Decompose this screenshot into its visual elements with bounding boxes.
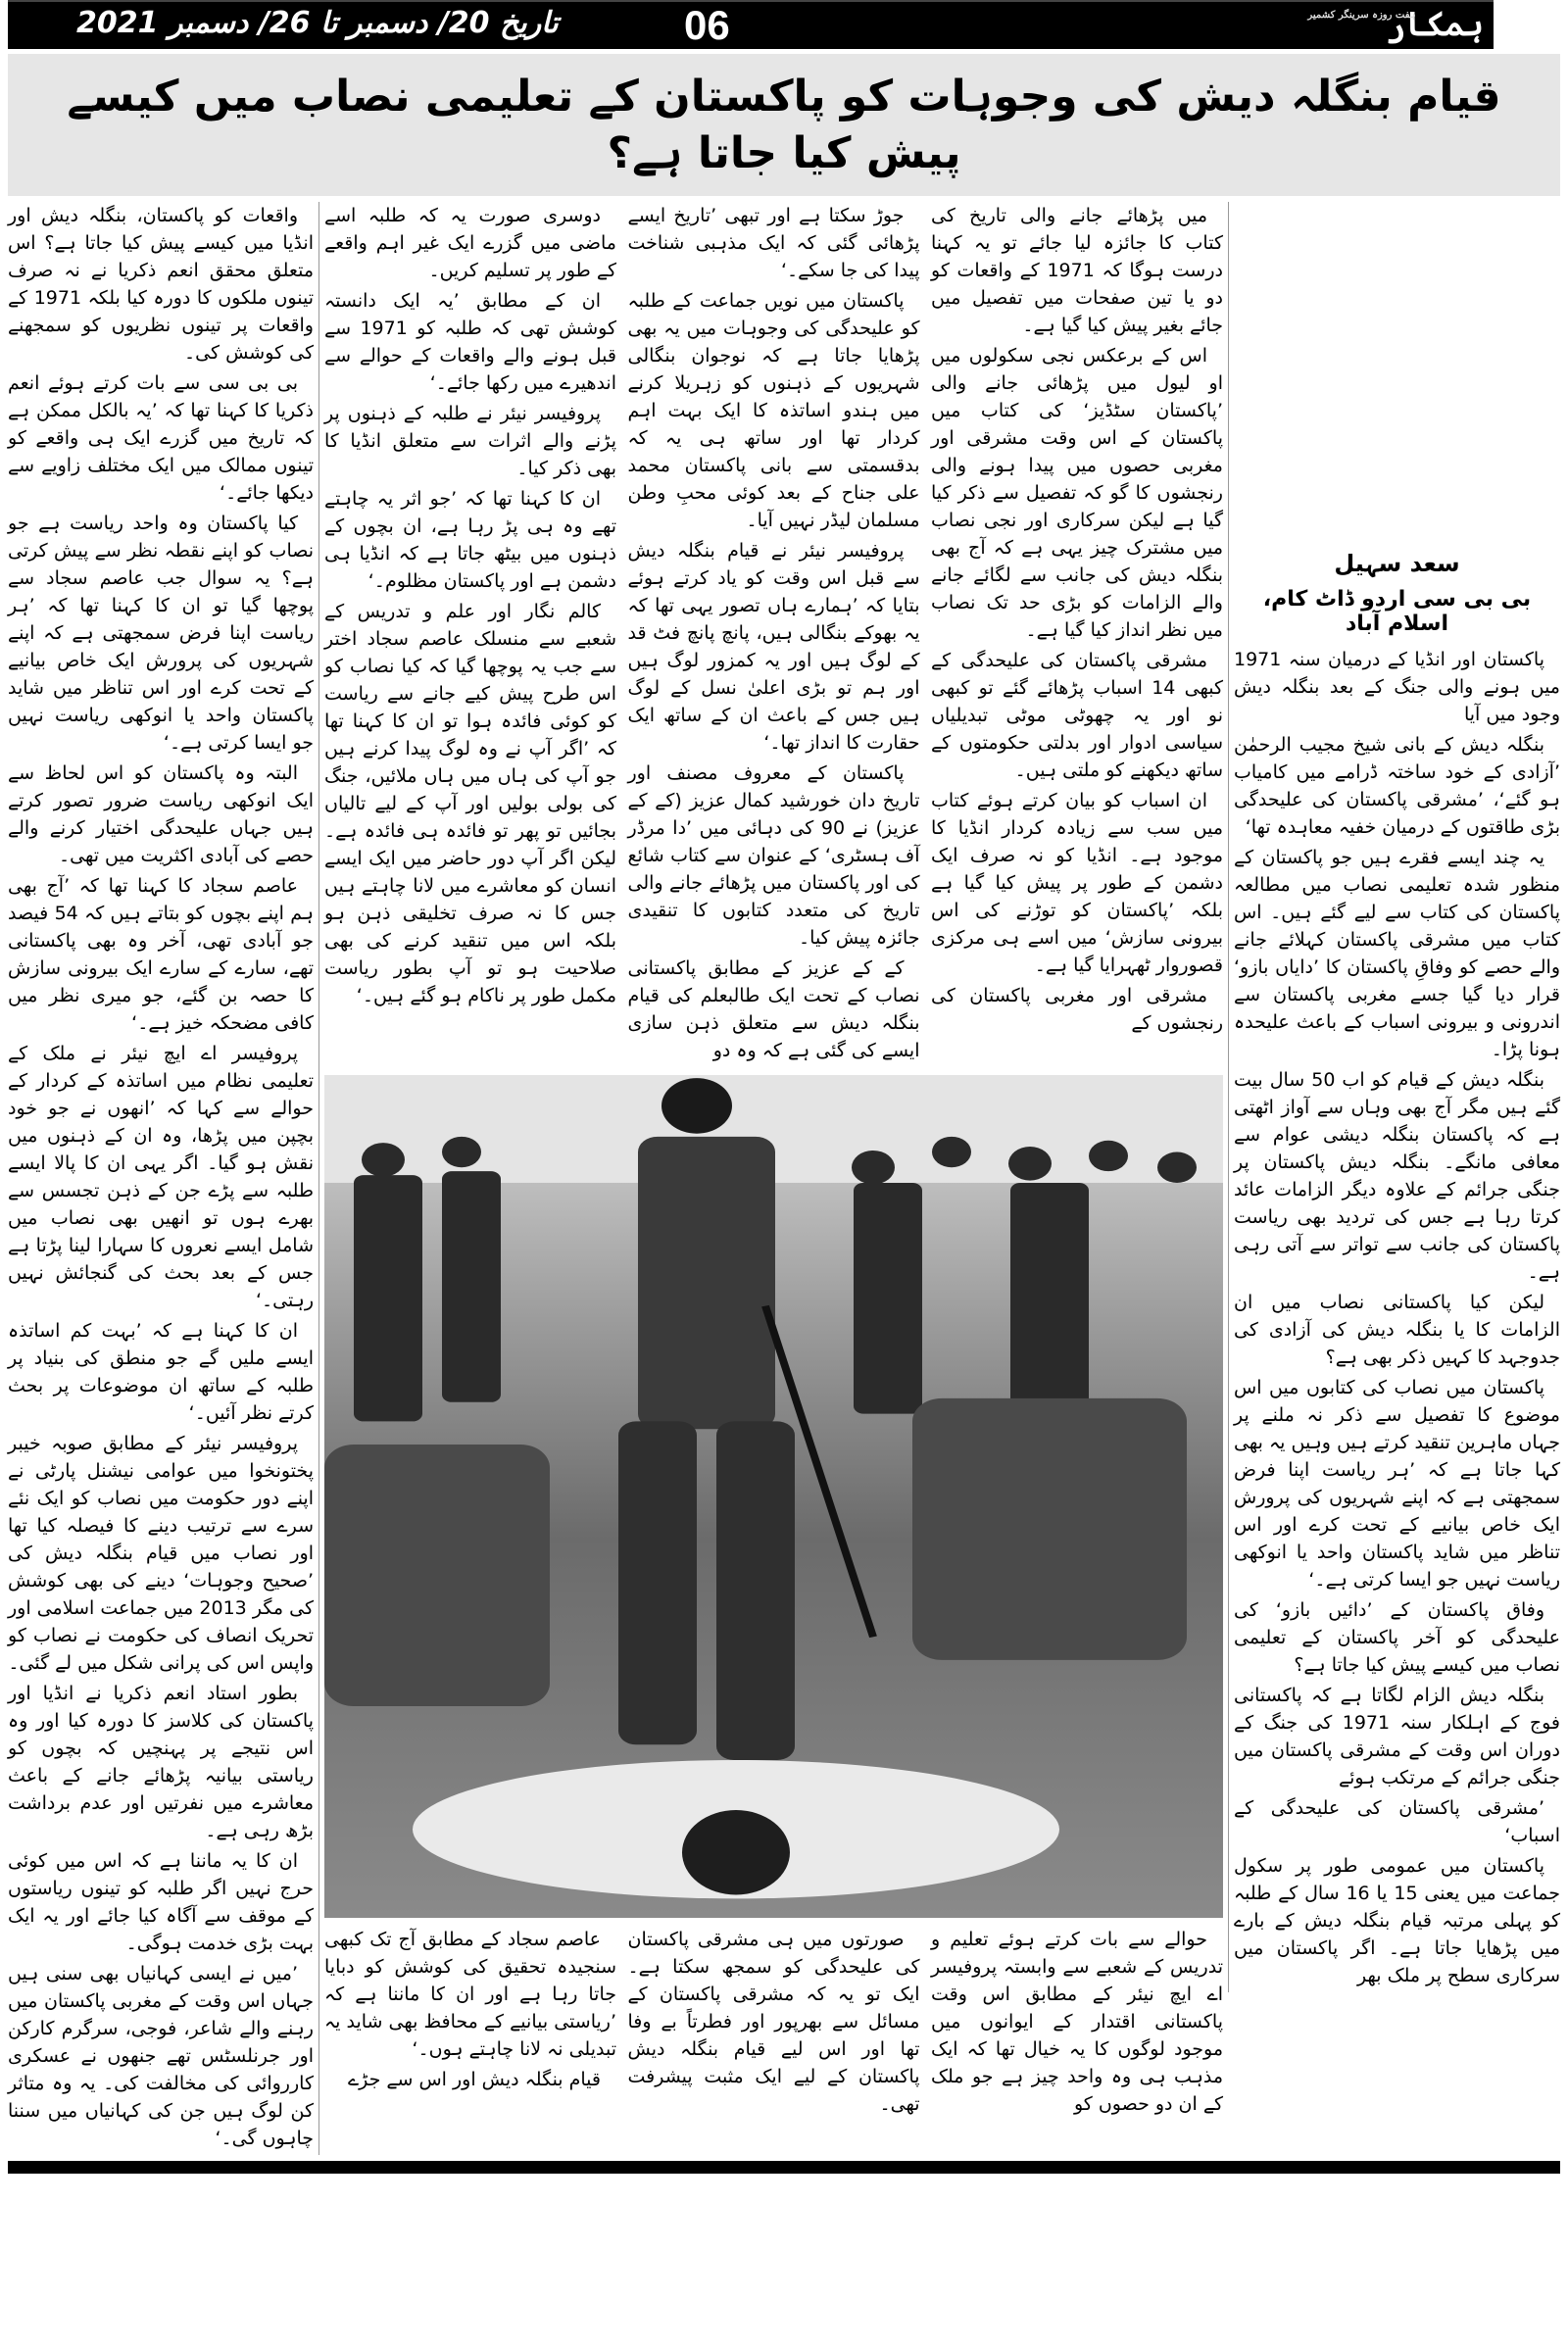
article-paragraph: بی بی سی سے بات کرتے ہوئے انعم ذکریا کا کہنا تھا کہ ’یہ بالکل ممکن ہے کہ تاریخ میں گزرے ایک ہی واقعے کو تینوں ممالک میں ایک مختلف زاویے سے دیکھا جائے۔‘	[8, 372, 314, 504]
article-paragraph: ’میں نے ایسی کہانیاں بھی سنی ہیں جہاں اس وقت کے مغربی پاکستان میں رہنے والے شاعر، فوجی، سرگرم کارکن اور جرنلسٹس تھے جنھوں نے عسکری کارروائی کی مخالفت کی۔ یہ وہ متاثر کن لوگ ہیں جن کی کہانیاں میں سننا چاہوں گی۔‘	[8, 1963, 314, 2149]
article-paragraph: ان کے مطابق ’یہ ایک دانستہ کوشش تھی کہ طلبہ کو 1971 سے قبل ہونے والے واقعات کے حوالے سے اندھیرے میں رکھا جائے۔‘	[324, 290, 616, 394]
headline: قیام بنگلہ دیش کی وجوہات کو پاکستان کے تعلیمی نصاب میں کیسے پیش کیا جاتا ہے؟	[67, 72, 1501, 178]
page-bottom-rule	[8, 2161, 1560, 2174]
article-paragraph: لیکن کیا پاکستانی نصاب میں ان الزامات کا یا بنگلہ دیش کی آزادی کی جدوجہد کا کہیں ذکر بھی ہے؟	[1234, 1292, 1560, 1368]
article-paragraph: کیا پاکستان وہ واحد ریاست ہے جو نصاب کو اپنے نقطہ نظر سے پیش کرتی ہے؟ یہ سوال جب عاصم سجاد سے پوچھا گیا تو ان کا کہنا تھا کہ ’ہر ریاست اپنا فرض سمجھتی ہے کہ اپنے شہریوں کی پرورش ایک خاص بیانیے کے تحت کرے اور اس تناظر میں شاید پاکستان واحد یا انوکھی ریاست نہیں جو ایسا کرتی ہے۔‘	[8, 513, 314, 754]
column-4	[324, 202, 616, 1012]
column-3-bottom	[628, 1926, 920, 2121]
article-paragraph: البتہ وہ پاکستان کو اس لحاظ سے ایک انوکھی ریاست ضرور تصور کرتے ہیں جہاں علیحدگی اختیار کرنے والے حصے کی آبادی اکثریت میں تھی۔	[8, 762, 314, 866]
article-paragraph: ان کا کہنا تھا کہ ’جو اثر یہ چاہتے تھے وہ ہی پڑ رہا ہے، ان بچوں کے ذہنوں میں بیٹھ جاتا ہے کہ انڈیا ہی دشمن ہے اور پاکستان مظلوم۔‘	[324, 488, 616, 592]
article-paragraph: کے کے عزیز کے مطابق پاکستانی نصاب کے تحت ایک طالبعلم کی قیام بنگلہ دیش سے متعلق ذہن سازی ایسے کی گئی ہے کہ وہ دو	[627, 957, 920, 1061]
article-paragraph: صورتوں میں ہی مشرقی پاکستان کی علیحدگی کو سمجھ سکتا ہے۔ ایک تو یہ کہ مشرقی پاکستان کے مسائل سے بھرپور اور فطرتاً بے وفا تھا اور اس لیے قیام بنگلہ دیش پاکستان کے لیے ایک مثبت پیشرفت تھی۔	[627, 1929, 920, 2115]
article-paragraph: بنگلہ دیش کے قیام کو اب 50 سال بیت گئے ہیں مگر آج بھی وہاں سے آواز اٹھتی ہے کہ پاکستان بنگلہ دیشی عوام سے معافی مانگے۔ بنگلہ دیش پاکستان پر جنگی جرائم کے علاوہ دیگر الزامات عائد کرتا رہا ہے جس کی تردید بھی ریاست پاکستان کی جانب سے تواتر سے آتی رہی ہے۔	[1234, 1069, 1560, 1283]
newspaper-logo	[1307, 4, 1484, 44]
article-paragraph: ان اسباب کو بیان کرتے ہوئے کتاب میں سب سے زیادہ کردار انڈیا کا موجود ہے۔ انڈیا کو نہ صرف ایک دشمن کے طور پر پیش کیا گیا ہے بلکہ ’پاکستان کو توڑنے کی اس بیرونی سازش‘ میں اسے ہی مرکزی قصوروار ٹھہرایا گیا ہے۔	[931, 790, 1223, 976]
page-number: 06	[684, 2, 730, 48]
article-paragraph: مشرقی اور مغربی پاکستان کی رنجشوں کے	[931, 985, 1223, 1034]
article-body	[8, 202, 1560, 2155]
byline-source: بی بی سی اردو ڈاٹ کام، اسلام آباد	[1262, 587, 1532, 636]
article-paragraph: پروفیسر نیئر کے مطابق صوبہ خیبر پختونخوا میں عوامی نیشنل پارٹی نے اپنے دور حکومت میں نصاب کو ایک نئے سرے سے ترتیب دینے کا فیصلہ کیا تھا اور نصاب میں قیام بنگلہ دیش کی ’صحیح وجوہات‘ دینے کی بھی کوشش کی مگر 2013 میں جماعت اسلامی اور تحریک انصاف کی حکومت نے نصاب کو واپس اس کی پرانی شکل میں لے گئی۔	[8, 1433, 314, 1674]
article-paragraph: بنگلہ دیش کے بانی شیخ مجیب الرحمٰن ’آزادی کے خود ساختہ ڈرامے میں کامیاب ہو گئے‘، ’مشرقی پاکستان کی علیحدگی بڑی طاقتوں کے درمیان خفیہ معاہدہ تھا‘	[1234, 734, 1560, 838]
article-paragraph: پروفیسر نیئر نے طلبہ کے ذہنوں پر پڑنے والے اثرات سے متعلق انڈیا کا بھی ذکر کیا۔	[324, 403, 616, 479]
article-paragraph: پروفیسر نیئر نے قیام بنگلہ دیش سے قبل اس وقت کو یاد کرتے ہوئے بتایا کہ ’ہمارے ہاں تصور یہی تھا کہ یہ بھوکے بنگالی ہیں، پانچ پانچ فٹ قد کے لوگ ہیں اور یہ کمزور لوگ ہیں اور ہم تو بڑی اعلیٰ نسل کے لوگ ہیں جس کے باعث ان کے ساتھ ایک حقارت کا انداز تھا۔‘	[627, 540, 920, 754]
article-paragraph: وفاق پاکستان کے ’دائیں بازو‘ کی علیحدگی کو آخر پاکستان کے تعلیمی نصاب میں کیسے پیش کیا جاتا ہے؟	[1234, 1599, 1560, 1676]
middle-area	[324, 202, 1223, 2121]
article-paragraph: بنگلہ دیش الزام لگاتا ہے کہ پاکستانی فوج کے اہلکار سنہ 1971 کی جنگ کے دوران اس وقت کے مشرقی پاکستان میں جنگی جرائم کے مرتکب ہوئے	[1234, 1685, 1560, 1788]
column-2	[931, 202, 1223, 1040]
article-paragraph: عاصم سجاد کے مطابق آج تک کبھی سنجیدہ تحقیق کی کوشش کو دبایا جاتا رہا ہے اور ان کا ماننا ہے کہ ’ریاستی بیانیے کے محافظ بھی شاید یہ تبدیلی نہ لانا چاہتے ہوں۔‘	[324, 1929, 616, 2060]
column-4-bottom	[324, 1926, 616, 2096]
column-5	[8, 202, 314, 2152]
article-paragraph: کالم نگار اور علم و تدریس کے شعبے سے منسلک عاصم سجاد اختر سے جب یہ پوچھا گیا کہ کیا نصاب کو اس طرح پیش کیے جانے سے ریاست کو کوئی فائدہ ہوا تو ان کا کہنا تھا کہ ’اگر آپ نے وہ لوگ پیدا کرنے ہیں جو آپ کی ہاں میں ہاں ملائیں، جنگ کی بولی بولیں اور آپ کے لیے تالیاں بجائیں تو پھر تو فائدہ ہی فائدہ ہے۔ لیکن اگر آپ دور حاضر میں ایک ایسے انسان کو معاشرے میں لانا چاہتے ہیں جس کا نہ صرف تخلیقی ذہن ہو بلکہ اس میں تنقید کرنے کی بھی صلاحیت ہو تو آپ بطور ریاست مکمل طور پر ناکام ہو گئے ہیں۔‘	[324, 601, 616, 1006]
right-column-area	[1228, 202, 1560, 1992]
article-paragraph: جوڑ سکتا ہے اور تبھی ’تاریخ ایسے پڑھائی گئی کہ ایک مذہبی شناخت پیدا کی جا سکے۔‘	[627, 205, 920, 281]
news-photo	[324, 1075, 1223, 1918]
column-3	[628, 202, 920, 1067]
article-paragraph: قیام بنگلہ دیش اور اس سے جڑے	[347, 2069, 601, 2090]
issue-date: تاریخ 20/ دسمبر تا 26/ دسمبر 2021	[76, 6, 559, 40]
article-paragraph: پروفیسر اے ایچ نیئر نے ملک کے تعلیمی نظام میں اساتذہ کے کردار کے حوالے سے کہا کہ ’انھوں نے جو خود بچپن میں پڑھا، وہ ان کے ذہنوں میں نقش ہو گیا۔ اگر یہی ان کا پالا ایسے طلبہ سے پڑے جن کے ذہن تجسس سے بھرے ہوں تو انھیں بھی نصاب میں شامل ایسے نعروں کا سہارا لینا پڑتا ہے جس کے بعد بحث کی گنجائش نہیں رہتی۔‘	[8, 1043, 314, 1311]
article-paragraph: میں پڑھائے جانے والی تاریخ کی کتاب کا جائزہ لیا جائے تو یہ کہنا درست ہوگا کہ 1971 کے واقعات کو دو یا تین صفحات میں تفصیل میں جائے بغیر پیش کیا گیا ہے۔	[931, 205, 1223, 336]
article-paragraph: واقعات کو پاکستان، بنگلہ دیش اور انڈیا میں کیسے پیش کیا جاتا ہے؟ اس متعلق محقق انعم ذکریا نے نہ صرف تینوں ملکوں کا دورہ کیا بلکہ 1971 کے واقعات پر تینوں نظریوں کو سمجھنے کی کوشش کی۔	[8, 205, 314, 364]
column-1	[1234, 646, 1560, 1989]
article-paragraph: اس کے برعکس نجی سکولوں میں او لیول میں پڑھائی جانے والی ’پاکستان سٹڈیز‘ کی کتاب میں پاکستان کے اس وقت مشرقی اور مغربی حصوں میں پیدا ہونے والی رنجشوں کا گو کہ تفصیل سے ذکر کیا گیا ہے لیکن سرکاری اور نجی نصاب میں مشترک چیز یہی ہے کہ آج بھی بنگلہ دیش کی جانب سے لگائے جانے والے الزامات کو بڑی حد تک نصاب میں نظر انداز کیا گیا ہے۔	[931, 345, 1223, 641]
article-paragraph: ’مشرقی پاکستان کی علیحدگی کے اسباب‘	[1234, 1797, 1560, 1846]
byline	[1234, 550, 1560, 636]
logo-text: ہمکار	[1386, 5, 1484, 44]
article-paragraph: پاکستان کے معروف مصنف اور تاریخ دان خورشید کمال عزیز (کے کے عزیز) نے 90 کی دہائی میں ’دا مرڈر آف ہسٹری‘ کے عنوان سے کتاب شائع کی اور پاکستان میں پڑھائے جانے والی تاریخ کی متعدد کتابوں کا تنقیدی جائزہ پیش کیا۔	[627, 762, 920, 949]
article-paragraph: پاکستان اور انڈیا کے درمیان سنہ 1971 میں ہونے والی جنگ کے بعد بنگلہ دیش وجود میں آیا	[1234, 649, 1560, 725]
top-columns	[324, 202, 1223, 1067]
headline-band	[8, 54, 1560, 196]
article-paragraph: یہ چند ایسے فقرے ہیں جو پاکستان کے منظور شدہ تعلیمی نصاب میں مطالعہ پاکستان کی کتاب سے لیے گئے ہیں۔ اس کتاب میں مشرقی پاکستان کہلائے جانے والے حصے کو وفاقِ پاکستان کا ’دایاں بازو‘ قرار دیا گیا جسے مغربی پاکستان سے اندرونی و بیرونی اسباب کے باعث علیحدہ ہونا پڑا۔	[1234, 847, 1560, 1060]
article-paragraph: بطور استاد انعم ذکریا نے انڈیا اور پاکستان کی کلاسز کا دورہ کیا اور وہ اس نتیجے پر پہنچیں کہ بچوں کو ریاستی بیانیہ پڑھائے جانے کے باعث معاشرے میں نفرتیں اور عدم برداشت بڑھ رہی ہے۔	[8, 1683, 314, 1841]
article-paragraph: ان کا یہ ماننا ہے کہ اس میں کوئی حرج نہیں اگر طلبہ کو تینوں ریاستوں کے موقف سے آگاہ کیا جائے اور یہ ایک بہت بڑی خدمت ہوگی۔	[8, 1850, 314, 1954]
article-paragraph: پاکستان میں نصاب کی کتابوں میں اس موضوع کا تفصیل سے ذکر نہ ملنے پر جہاں ماہرین تنقید کرتے ہیں وہیں یہ بھی کہا جاتا ہے کہ ’ہر ریاست اپنا فرض سمجھتی ہے کہ اپنے شہریوں کی پرورش ایک خاص بیانیے کے تحت کرے اور اس تناظر میں شاید پاکستان واحد یا انوکھی ریاست نہیں جو ایسا کرتی ہے۔‘	[1234, 1377, 1560, 1591]
logo-subtitle: ہفت روزہ سرینگر کشمیر	[1307, 10, 1416, 21]
author-name: سعد سہیل	[1334, 550, 1460, 577]
article-paragraph: پاکستان میں نویں جماعت کے طلبہ کو علیحدگی کی وجوہات میں یہ بھی پڑھایا جاتا ہے کہ نوجوان بنگالی شہریوں کے ذہنوں کو زہریلا کرنے میں ہندو اساتذہ کا ایک بہت اہم کردار تھا اور ساتھ ہی یہ کہ بدقسمتی سے بانی پاکستان محمد علی جناح کے بعد کوئی محبِ وطن مسلمان لیڈر نہیں آیا۔	[627, 290, 920, 531]
crowd-scene-illustration	[324, 1075, 1223, 1918]
article-paragraph: پاکستان میں عمومی طور پر سکول جماعت میں یعنی 15 یا 16 سال کے طلبہ کو پہلی مرتبہ قیام بنگلہ دیش کے بارے میں پڑھایا جاتا ہے۔ اگر پاکستان میں سرکاری سطح پر ملک بھر	[1234, 1855, 1561, 1986]
article-paragraph: ان کا کہنا ہے کہ ’بہت کم اساتذہ ایسے ملیں گے جو منطق کی بنیاد پر طلبہ کے ساتھ ان موضوعات پر بحث کرتے نظر آئیں۔‘	[8, 1320, 314, 1424]
left-column-area	[8, 202, 319, 2155]
article-paragraph: مشرقی پاکستان کی علیحدگی کے کبھی 14 اسباب پڑھائے گئے تو کبھی نو اور یہ چھوٹی موٹی تبدیلیاں سیاسی ادوار اور بدلتی حکومتوں کے ساتھ دیکھنے کو ملتی ہیں۔	[931, 650, 1223, 781]
bottom-columns	[324, 1926, 1223, 2121]
article-paragraph: دوسری صورت یہ کہ طلبہ اسے ماضی میں گزرے ایک غیر اہم واقعے کے طور پر تسلیم کریں۔	[324, 205, 616, 281]
article-paragraph: عاصم سجاد کا کہنا تھا کہ ’آج بھی ہم اپنے بچوں کو بتاتے ہیں کہ 54 فیصد جو آبادی تھی، آخر وہ بھی پاکستانی تھے، سارے کے سارے ایک بیرونی سازش کا حصہ بن گئے، جو میری نظر میں کافی مضحکہ خیز ہے۔‘	[8, 875, 314, 1034]
article-paragraph: حوالے سے بات کرتے ہوئے تعلیم و تدریس کے شعبے سے وابستہ پروفیسر اے ایچ نیئر کے مطابق اس وقت پاکستانی اقتدار کے ایوانوں میں موجود لوگوں کا یہ خیال تھا کہ ایک مذہب ہی وہ واحد چیز ہے جو ملک کے ان دو حصوں کو	[931, 1929, 1223, 2115]
masthead	[8, 0, 1494, 49]
column-2-bottom	[931, 1926, 1223, 2121]
